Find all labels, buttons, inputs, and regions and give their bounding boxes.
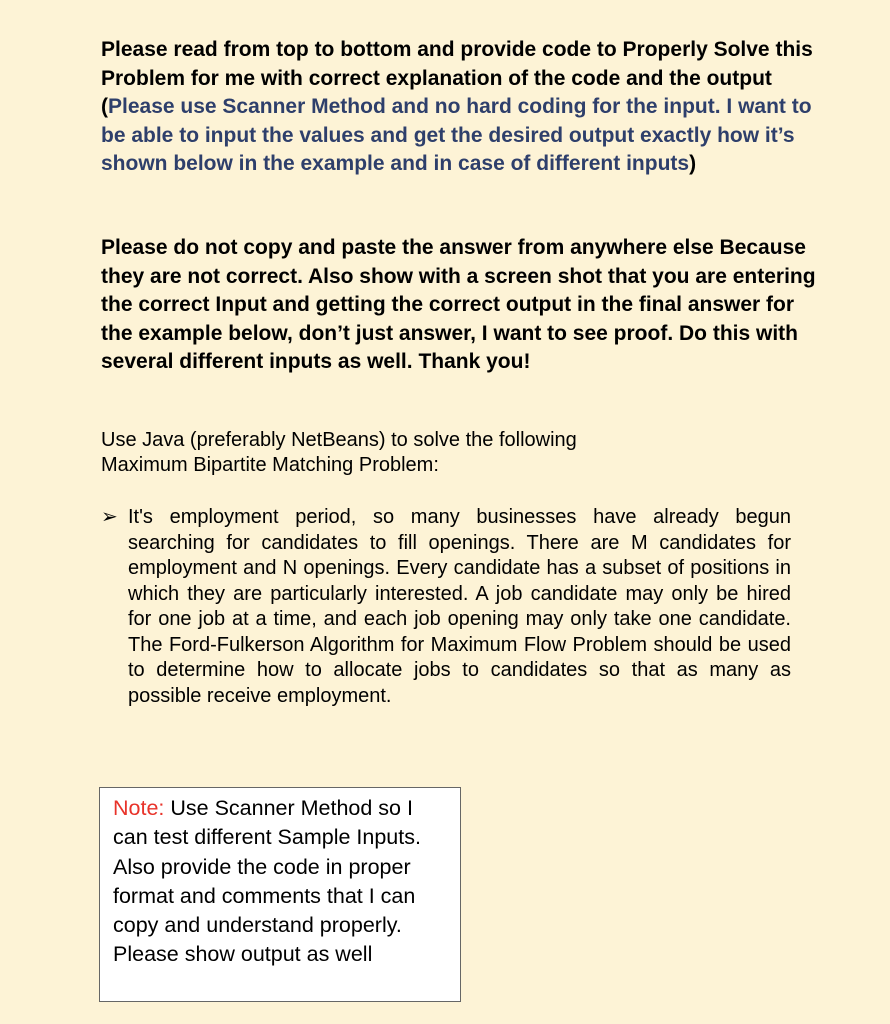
instruction-text-part2: ) xyxy=(689,152,697,175)
intro-text xyxy=(101,428,801,478)
intro-line-2: Maximum Bipartite Matching Problem: xyxy=(101,454,439,476)
note-text xyxy=(113,794,453,970)
problem-bullet xyxy=(101,505,791,709)
note-box xyxy=(99,787,461,1002)
problem-description: It's employment period, so many businesses have already begun searching for candidates to fill openings. There are M candidates for employment and N openings. Every candidate has a subset of positions in which they are particularly interested. A job candidate may only be hired for one job at a time, and each job opening may only take one candidate. The Ford-Fulkerson Algorithm for Maximum Flow Problem should be used to determine how to allocate jobs to candidates so that as many as possible receive employment. xyxy=(128,506,791,707)
note-label: Note: xyxy=(113,796,165,820)
instruction-text-part1: Please read from top to bottom and provide code to Properly Solve this Problem for me with correct explanation of the code and the output ( xyxy=(101,38,813,118)
note-body: Use Scanner Method so I can test different Sample Inputs. Also provide the code in proper format and comments that I can copy and understand properly. Please show output as well xyxy=(113,796,421,967)
intro-line-1: Use Java (preferably NetBeans) to solve the following xyxy=(101,429,577,451)
instruction-highlight: Please use Scanner Method and no hard coding for the input. I want to be able to input the values and get the desired output exactly how it’s shown below in the example and in case of different inputs xyxy=(101,95,812,175)
instruction-paragraph-2: Please do not copy and paste the answer from anywhere else Because they are not correct. Also show with a screen shot that you are entering the correct Input and getting the correct output in the final answer for the example below, don’t just answer, I want to see proof. Do this with several different inputs as well. Thank you! xyxy=(101,236,816,373)
instruction-paragraph-1 xyxy=(101,36,821,179)
arrow-bullet-icon: ➢ xyxy=(101,506,118,528)
